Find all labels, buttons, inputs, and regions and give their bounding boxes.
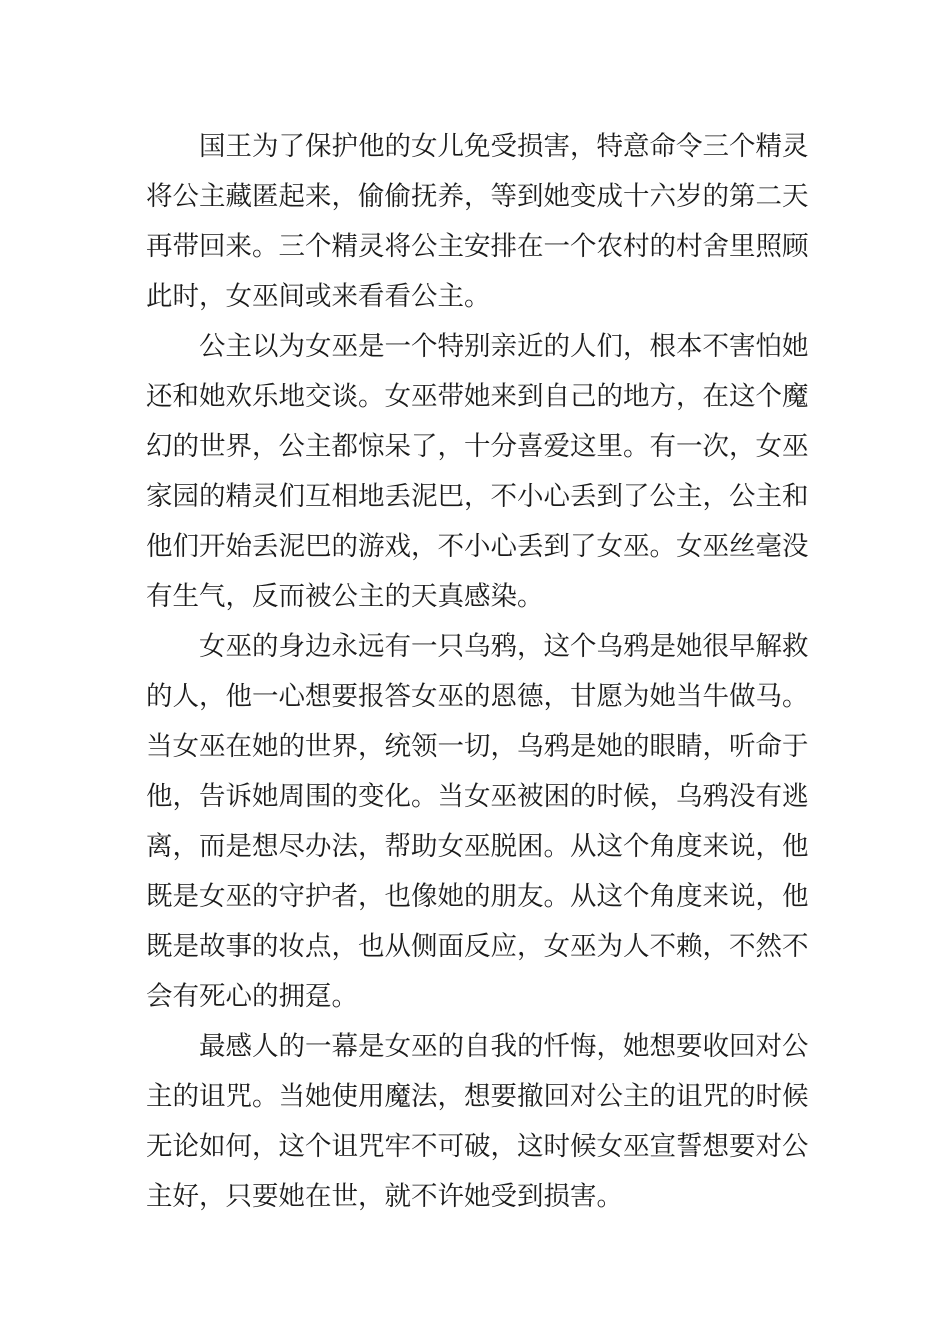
- text-line: 当女巫在她的世界，统领一切，乌鸦是她的眼睛，听命于: [146, 731, 809, 762]
- text-line: 还和她欢乐地交谈。女巫带她来到自己的地方，在这个魔: [146, 381, 809, 412]
- text-line: 女巫的身边永远有一只乌鸦，这个乌鸦是她很早解救: [199, 631, 809, 662]
- text-line: 有生气，反而被公主的天真感染。: [146, 581, 544, 612]
- text-line: 此时，女巫间或来看看公主。: [146, 281, 491, 312]
- text-line: 无论如何，这个诅咒牢不可破，这时候女巫宣誓想要对公: [146, 1131, 809, 1162]
- paragraph-2: [146, 322, 810, 622]
- document-body: [146, 122, 810, 1222]
- text-line: 家园的精灵们互相地丢泥巴，不小心丢到了公主，公主和: [146, 481, 809, 512]
- text-line: 他们开始丢泥巴的游戏，不小心丢到了女巫。女巫丝毫没: [146, 531, 809, 562]
- paragraph-4: [146, 1022, 810, 1222]
- text-line: 他，告诉她周围的变化。当女巫被困的时候，乌鸦没有逃: [146, 781, 809, 812]
- paragraph-1: [146, 122, 810, 322]
- text-line: 最感人的一幕是女巫的自我的忏悔，她想要收回对公: [199, 1031, 809, 1062]
- text-line: 公主以为女巫是一个特别亲近的人们，根本不害怕她: [199, 331, 809, 362]
- text-line: 离，而是想尽办法，帮助女巫脱困。从这个角度来说，他: [146, 831, 809, 862]
- text-line: 会有死心的拥趸。: [146, 981, 358, 1012]
- text-line: 既是故事的妆点，也从侧面反应，女巫为人不赖，不然不: [146, 931, 809, 962]
- text-line: 既是女巫的守护者，也像她的朋友。从这个角度来说，他: [146, 881, 809, 912]
- text-line: 再带回来。三个精灵将公主安排在一个农村的村舍里照顾: [146, 231, 809, 262]
- paragraph-3: [146, 622, 810, 1022]
- text-line: 主的诅咒。当她使用魔法，想要撤回对公主的诅咒的时候: [146, 1081, 809, 1112]
- text-line: 国王为了保护他的女儿免受损害，特意命令三个精灵: [199, 131, 809, 162]
- text-line: 幻的世界，公主都惊呆了，十分喜爱这里。有一次，女巫: [146, 431, 809, 462]
- text-line: 主好，只要她在世，就不许她受到损害。: [146, 1181, 623, 1212]
- text-line: 将公主藏匿起来，偷偷抚养，等到她变成十六岁的第二天: [146, 181, 809, 212]
- text-line: 的人，他一心想要报答女巫的恩德，甘愿为她当牛做马。: [146, 681, 809, 712]
